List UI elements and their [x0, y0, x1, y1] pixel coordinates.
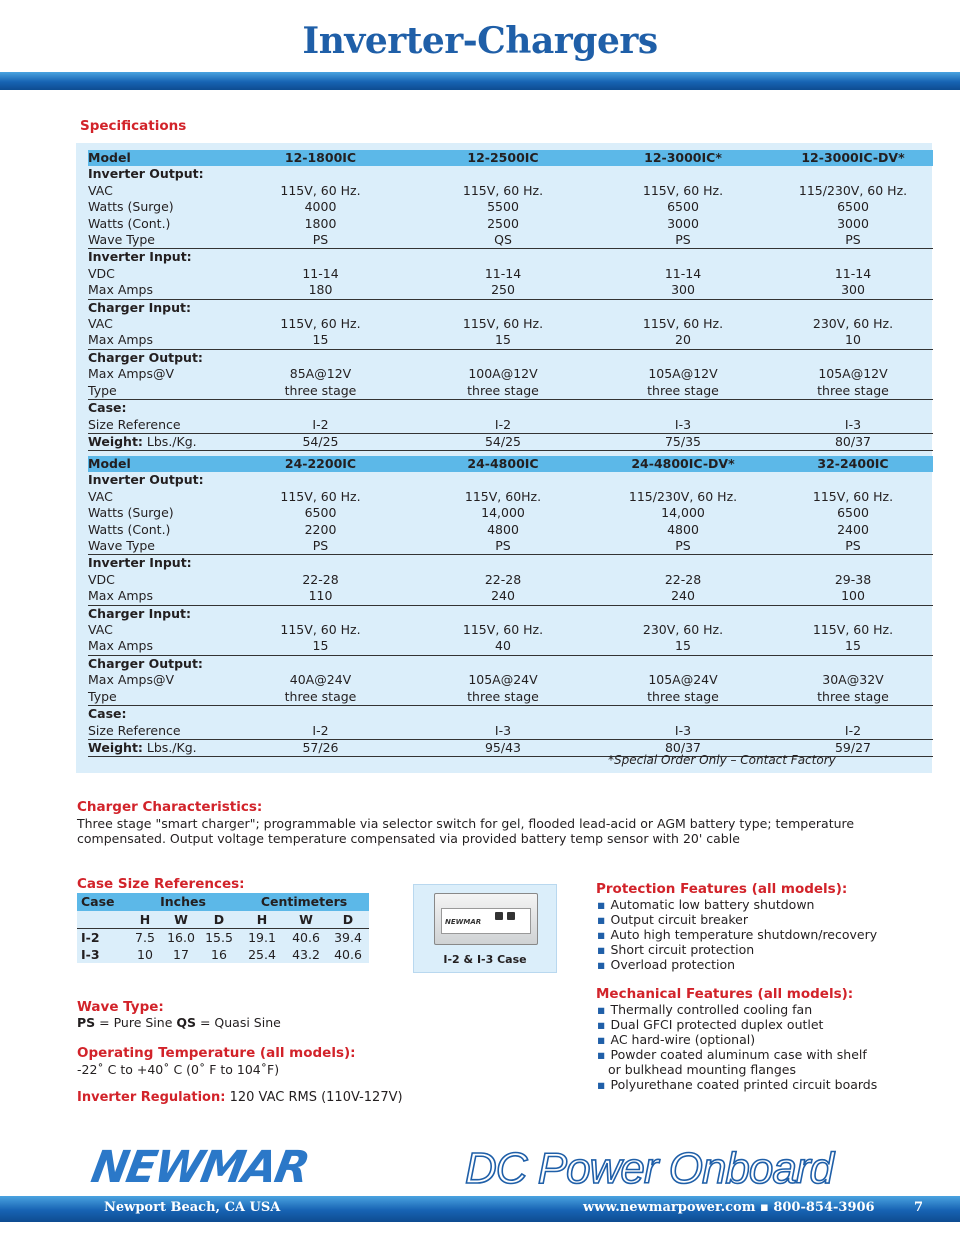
- spec-value: [593, 166, 773, 182]
- spec-value: 11-14: [834, 265, 872, 281]
- case-id: I-2: [81, 929, 100, 945]
- spec-value: 6500: [304, 505, 337, 521]
- spec-value: [773, 655, 933, 672]
- spec-value: 115/230V, 60 Hz.: [798, 182, 908, 198]
- list-item: ▪ Thermally controlled cooling fan: [597, 1002, 877, 1017]
- spec-label: Watts (Surge): [88, 199, 174, 215]
- spec-value: 54/25: [413, 433, 593, 450]
- weight-label: Weight:: [88, 433, 143, 449]
- spec-row: [88, 489, 933, 505]
- weight-label: Weight:: [88, 739, 143, 755]
- spec-value: 115V, 60 Hz.: [642, 182, 724, 198]
- inv-reg-text: 120 VAC RMS (110V-127V): [225, 1090, 403, 1105]
- case-cell: 17: [173, 946, 189, 962]
- spec-label: Type: [88, 689, 228, 706]
- list-item-continued: or bulkhead mounting flanges: [608, 1062, 796, 1077]
- spec-table-1: [88, 150, 933, 451]
- list-item: ▪ Overload protection: [597, 957, 877, 972]
- spec-value: 40: [413, 638, 593, 655]
- spec-value: [773, 349, 933, 366]
- spec-value: 100: [773, 588, 933, 605]
- spec-label: VDC: [88, 265, 115, 281]
- spec-value: 230V, 60 Hz.: [642, 622, 724, 638]
- spec-value: 6500: [837, 199, 869, 215]
- spec-value: 54/25: [228, 433, 413, 450]
- case-cell: 16.0: [167, 929, 195, 945]
- newmar-logo: NEWMAR: [87, 1142, 312, 1193]
- spec-value: [593, 655, 773, 672]
- spec-row: [88, 572, 933, 588]
- spec-value: 2400: [837, 521, 869, 537]
- spec-label: Model: [88, 150, 131, 165]
- spec-group-row: [88, 655, 933, 672]
- spec-label: Charger Output:: [88, 655, 203, 671]
- d-in-header: D: [199, 911, 239, 929]
- spec-value: 115V, 60Hz.: [464, 488, 542, 504]
- spec-label: Watts (Surge): [88, 505, 174, 521]
- spec-row: [88, 383, 933, 400]
- spec-value: 24-4800IC-DV*: [631, 456, 735, 471]
- spec-value: 12-3000IC*: [644, 150, 722, 165]
- qs-abbr: QS: [176, 1015, 196, 1030]
- spec-value: PS: [228, 538, 413, 555]
- spec-group-row: [88, 249, 933, 266]
- spec-group-row: [88, 555, 933, 572]
- spec-row: [88, 366, 933, 382]
- w-cm-header: W: [285, 911, 327, 929]
- spec-row: [88, 538, 933, 555]
- spec-value: 24-4800IC: [467, 456, 539, 471]
- spec-value: three stage: [773, 383, 933, 400]
- spec-value: QS: [413, 232, 593, 249]
- case-cell: 10: [137, 946, 153, 962]
- spec-value: [593, 706, 773, 723]
- charger-heading: Charger Characteristics:: [77, 799, 263, 815]
- spec-value: three stage: [228, 383, 413, 400]
- spec-value: 29-38: [834, 571, 872, 587]
- spec-value: 85A@12V: [289, 366, 352, 382]
- spec-row: [88, 723, 933, 740]
- spec-value: 115V, 60 Hz.: [812, 488, 894, 504]
- spec-group-row: [88, 472, 933, 488]
- list-item: ▪ Auto high temperature shutdown/recovery: [597, 927, 877, 942]
- spec-label: [88, 433, 228, 450]
- spec-value: [773, 472, 933, 488]
- spec-row: [88, 622, 933, 638]
- spec-value: PS: [593, 538, 773, 555]
- spec-value: 57/26: [228, 739, 413, 756]
- spec-value: 115/230V, 60 Hz.: [628, 488, 738, 504]
- spec-label: Max Amps: [88, 588, 228, 605]
- spec-row: [88, 505, 933, 521]
- spec-value: 15: [593, 638, 773, 655]
- spec-label: Charger Output:: [88, 349, 203, 365]
- spec-header-row: [88, 456, 933, 472]
- spec-value: [413, 349, 593, 366]
- ps-def: = Pure Sine: [95, 1015, 177, 1030]
- spec-label: [88, 739, 228, 756]
- spec-value: I-3: [773, 417, 933, 434]
- spec-label: Max Amps@V: [88, 366, 175, 382]
- spec-value: 11-14: [484, 265, 522, 281]
- spec-value: 115V, 60 Hz.: [462, 622, 544, 638]
- spec-value: [413, 299, 593, 316]
- spec-row: [88, 199, 933, 215]
- spec-value: [773, 555, 933, 572]
- spec-value: 115V, 60 Hz.: [462, 316, 544, 332]
- spec-row: [88, 332, 933, 349]
- spec-value: three stage: [593, 689, 773, 706]
- spec-value: [228, 555, 413, 572]
- list-item: ▪ Dual GFCI protected duplex outlet: [597, 1017, 877, 1032]
- spec-label: Wave Type: [88, 232, 228, 249]
- spec-value: 115V, 60 Hz.: [812, 622, 894, 638]
- spec-label: Model: [88, 456, 131, 471]
- protection-list: [597, 897, 877, 972]
- spec-value: [228, 472, 413, 488]
- footer-location: Newport Beach, CA USA: [104, 1200, 281, 1215]
- spec-label: VAC: [88, 316, 113, 332]
- spec-label: VAC: [88, 182, 113, 198]
- spec-value: 110: [228, 588, 413, 605]
- spec-label: Max Amps: [88, 282, 228, 299]
- spec-value: 115V, 60 Hz.: [280, 488, 361, 504]
- centimeters-header: Centimeters: [239, 893, 369, 911]
- spec-value: 250: [413, 282, 593, 299]
- spec-value: 75/35: [593, 433, 773, 450]
- footer-contact: www.newmarpower.com ▪ 800-854-3906: [583, 1200, 875, 1215]
- list-item: ▪ Short circuit protection: [597, 942, 877, 957]
- spec-label: Watts (Cont.): [88, 215, 171, 231]
- spec-value: [773, 249, 933, 266]
- list-item: ▪ Automatic low battery shutdown: [597, 897, 877, 912]
- spec-value: [593, 472, 773, 488]
- spec-label: Charger Input:: [88, 605, 191, 621]
- spec-row: [88, 522, 933, 538]
- spec-table-2: [88, 456, 933, 757]
- spec-value: I-2: [773, 723, 933, 740]
- spec-value: 230V, 60 Hz.: [812, 316, 894, 332]
- w-in-header: W: [163, 911, 199, 929]
- spec-value: [773, 706, 933, 723]
- spec-value: I-3: [413, 723, 593, 740]
- inv-reg-heading: Inverter Regulation:: [77, 1090, 226, 1105]
- spec-value: [413, 555, 593, 572]
- spec-row: [88, 638, 933, 655]
- case-cell: 15.5: [205, 929, 233, 945]
- spec-value: I-3: [593, 417, 773, 434]
- spec-row: [88, 588, 933, 605]
- op-temp-heading: Operating Temperature (all models):: [77, 1045, 356, 1061]
- spec-value: [228, 655, 413, 672]
- header-bar: [0, 72, 960, 90]
- spec-row: [88, 282, 933, 299]
- spec-value: 105A@24V: [648, 672, 718, 688]
- case-row-i3: [77, 946, 369, 964]
- case-subheader: [77, 911, 127, 929]
- spec-label: VAC: [88, 622, 113, 638]
- case-cell: 43.2: [292, 946, 320, 962]
- spec-value: 80/37: [773, 433, 933, 450]
- spec-value: 180: [228, 282, 413, 299]
- spec-label: Max Amps: [88, 638, 228, 655]
- spec-label: Max Amps@V: [88, 672, 175, 688]
- case-cell: 7.5: [135, 929, 155, 945]
- spec-value: 240: [593, 588, 773, 605]
- spec-label: Inverter Output:: [88, 166, 204, 182]
- spec-value: [593, 299, 773, 316]
- spec-value: three stage: [593, 383, 773, 400]
- spec-group-row: [88, 166, 933, 182]
- spec-value: 12-3000IC-DV*: [801, 150, 905, 165]
- spec-label: Size Reference: [88, 417, 228, 434]
- spec-value: [228, 299, 413, 316]
- spec-value: 15: [773, 638, 933, 655]
- unit-brand: NEWMAR: [445, 918, 482, 926]
- spec-label: Inverter Input:: [88, 249, 192, 265]
- spec-value: [228, 249, 413, 266]
- spec-value: [773, 166, 933, 182]
- spec-value: 22-28: [484, 571, 522, 587]
- spec-value: [593, 555, 773, 572]
- spec-value: [593, 249, 773, 266]
- case-cell: 39.4: [334, 929, 362, 945]
- inverter-unit-image: [434, 893, 538, 945]
- spec-value: [773, 400, 933, 417]
- page-number: 7: [914, 1200, 924, 1215]
- h-cm-header: H: [239, 911, 285, 929]
- spec-label: Charger Input:: [88, 299, 191, 315]
- spec-value: three stage: [773, 689, 933, 706]
- weight-unit: Lbs./Kg.: [142, 739, 197, 755]
- spec-value: I-2: [413, 417, 593, 434]
- spec-value: [413, 400, 593, 417]
- spec-row: [88, 183, 933, 199]
- spec-value: [413, 655, 593, 672]
- spec-value: [228, 166, 413, 182]
- page-title: Inverter-Chargers: [302, 20, 658, 62]
- spec-value: [773, 299, 933, 316]
- spec-value: 105A@12V: [818, 366, 888, 382]
- spec-value: [413, 249, 593, 266]
- list-item: ▪ AC hard-wire (optional): [597, 1032, 877, 1047]
- spec-label: VDC: [88, 571, 115, 587]
- spec-value: 2500: [487, 215, 519, 231]
- wave-type-text: [77, 1015, 281, 1030]
- spec-label: Type: [88, 383, 228, 400]
- spec-value: 14,000: [481, 505, 525, 521]
- spec-value: 115V, 60 Hz.: [280, 182, 361, 198]
- spec-row: [88, 216, 933, 232]
- inverter-regulation: [77, 1090, 403, 1105]
- spec-value: 105A@12V: [648, 366, 718, 382]
- spec-value: [593, 400, 773, 417]
- spec-value: 11-14: [302, 265, 339, 281]
- case-cell: 40.6: [334, 946, 362, 962]
- case-cell: 16: [211, 946, 227, 962]
- spec-value: 59/27: [773, 739, 933, 756]
- spec-value: 80/37: [593, 739, 773, 756]
- mechanical-heading: Mechanical Features (all models):: [596, 986, 854, 1002]
- spec-value: [228, 400, 413, 417]
- footer-bar: [0, 1196, 960, 1222]
- spec-label: Max Amps: [88, 332, 228, 349]
- spec-value: 300: [593, 282, 773, 299]
- photo-caption: I-2 & I-3 Case: [443, 953, 527, 966]
- spec-value: 240: [413, 588, 593, 605]
- spec-value: 2200: [304, 521, 337, 537]
- spec-value: 6500: [837, 505, 869, 521]
- spec-value: [413, 706, 593, 723]
- spec-value: 95/43: [413, 739, 593, 756]
- spec-value: PS: [413, 538, 593, 555]
- spec-value: 10: [773, 332, 933, 349]
- spec-value: 300: [773, 282, 933, 299]
- spec-value: 115V, 60 Hz.: [280, 316, 361, 332]
- spec-value: I-2: [228, 417, 413, 434]
- spec-label: Inverter Input:: [88, 555, 192, 571]
- spec-label: Inverter Output:: [88, 472, 204, 488]
- spec-value: [413, 166, 593, 182]
- spec-value: 4000: [304, 199, 337, 215]
- spec-value: 1800: [304, 215, 337, 231]
- spec-value: three stage: [413, 383, 593, 400]
- inches-header: Inches: [127, 893, 239, 911]
- tagline: DC Power Onboard: [465, 1144, 833, 1193]
- spec-group-row: [88, 299, 933, 316]
- spec-value: [773, 605, 933, 622]
- spec-value: three stage: [413, 689, 593, 706]
- weight-unit: Lbs./Kg.: [142, 433, 197, 449]
- spec-value: PS: [228, 232, 413, 249]
- spec-value: 22-28: [302, 571, 339, 587]
- protection-heading: Protection Features (all models):: [596, 881, 848, 897]
- spec-value: [593, 349, 773, 366]
- spec-value: 15: [228, 332, 413, 349]
- spec-value: I-3: [593, 723, 773, 740]
- charger-text: Three stage "smart charger"; programmable via selector switch for gel, flooded lead-acid or AGM battery type; temperature compensated. Output voltage temperature compensated via provided battery temp sensor with 20' cable: [77, 816, 855, 846]
- spec-value: PS: [593, 232, 773, 249]
- case-photo: [413, 884, 557, 973]
- spec-row: [88, 316, 933, 332]
- case-cell: 40.6: [292, 929, 320, 945]
- case-size-table: [77, 893, 369, 963]
- spec-row: [88, 672, 933, 688]
- spec-group-row: [88, 706, 933, 723]
- spec-group-row: [88, 349, 933, 366]
- spec-header-row: [88, 150, 933, 166]
- list-item: ▪ Polyurethane coated printed circuit boards: [597, 1077, 877, 1092]
- spec-value: [228, 605, 413, 622]
- spec-value: 40A@24V: [289, 672, 352, 688]
- specifications-heading: Specifications: [80, 118, 187, 134]
- spec-value: 24-2200IC: [284, 456, 357, 471]
- spec-value: 15: [228, 638, 413, 655]
- spec-value: 12-1800IC: [284, 150, 357, 165]
- spec-row: [88, 689, 933, 706]
- spec-value: 15: [413, 332, 593, 349]
- spec-value: three stage: [228, 689, 413, 706]
- spec-value: 6500: [667, 199, 699, 215]
- spec-group-row: [88, 400, 933, 417]
- spec-value: [593, 605, 773, 622]
- spec-value: 3000: [837, 215, 869, 231]
- spec-label: Wave Type: [88, 538, 228, 555]
- spec-value: 14,000: [661, 505, 705, 521]
- d-cm-header: D: [327, 911, 369, 929]
- spec-value: [413, 605, 593, 622]
- spec-label: Watts (Cont.): [88, 521, 171, 537]
- spec-value: [413, 472, 593, 488]
- spec-label: VAC: [88, 488, 113, 504]
- list-item: ▪ Output circuit breaker: [597, 912, 877, 927]
- spec-value: 32-2400IC: [817, 456, 889, 471]
- spec-value: 5500: [487, 199, 519, 215]
- h-in-header: H: [127, 911, 163, 929]
- spec-value: 12-2500IC: [467, 150, 539, 165]
- qs-def: = Quasi Sine: [196, 1015, 281, 1030]
- spec-value: 30A@32V: [822, 672, 884, 688]
- spec-row: [88, 417, 933, 434]
- spec-value: PS: [773, 232, 933, 249]
- spec-row: [88, 232, 933, 249]
- spec-value: PS: [773, 538, 933, 555]
- spec-value: 4800: [487, 521, 519, 537]
- spec-value: 100A@12V: [468, 366, 538, 382]
- spec-value: 105A@24V: [468, 672, 538, 688]
- case-size-heading: Case Size References:: [77, 876, 245, 892]
- mechanical-list: [597, 1002, 877, 1092]
- special-order-footnote: *Special Order Only – Contact Factory: [608, 753, 836, 767]
- case-row-i2: [77, 928, 369, 946]
- spec-row: [88, 433, 933, 450]
- case-cell: 25.4: [248, 946, 276, 962]
- ps-abbr: PS: [77, 1015, 96, 1030]
- spec-value: 11-14: [664, 265, 702, 281]
- spec-value: 115V, 60 Hz.: [642, 316, 724, 332]
- spec-label: Case:: [88, 400, 127, 416]
- case-id: I-3: [81, 946, 100, 962]
- spec-value: I-2: [228, 723, 413, 740]
- spec-row: [88, 266, 933, 282]
- spec-label: Case:: [88, 706, 127, 722]
- spec-value: 22-28: [664, 571, 702, 587]
- case-cell: 19.1: [248, 929, 276, 945]
- spec-value: 3000: [667, 215, 699, 231]
- op-temp-text: -22˚ C to +40˚ C (0˚ F to 104˚F): [77, 1062, 280, 1077]
- spec-value: [228, 706, 413, 723]
- wave-type-heading: Wave Type:: [77, 999, 164, 1015]
- spec-value: [228, 349, 413, 366]
- case-col-header: Case: [77, 893, 127, 911]
- spec-value: 115V, 60 Hz.: [462, 182, 544, 198]
- list-item: ▪ Powder coated aluminum case with shelf: [597, 1047, 877, 1062]
- spec-group-row: [88, 605, 933, 622]
- spec-label: Size Reference: [88, 723, 228, 740]
- spec-value: 4800: [667, 521, 699, 537]
- spec-value: 115V, 60 Hz.: [280, 622, 361, 638]
- spec-value: 20: [593, 332, 773, 349]
